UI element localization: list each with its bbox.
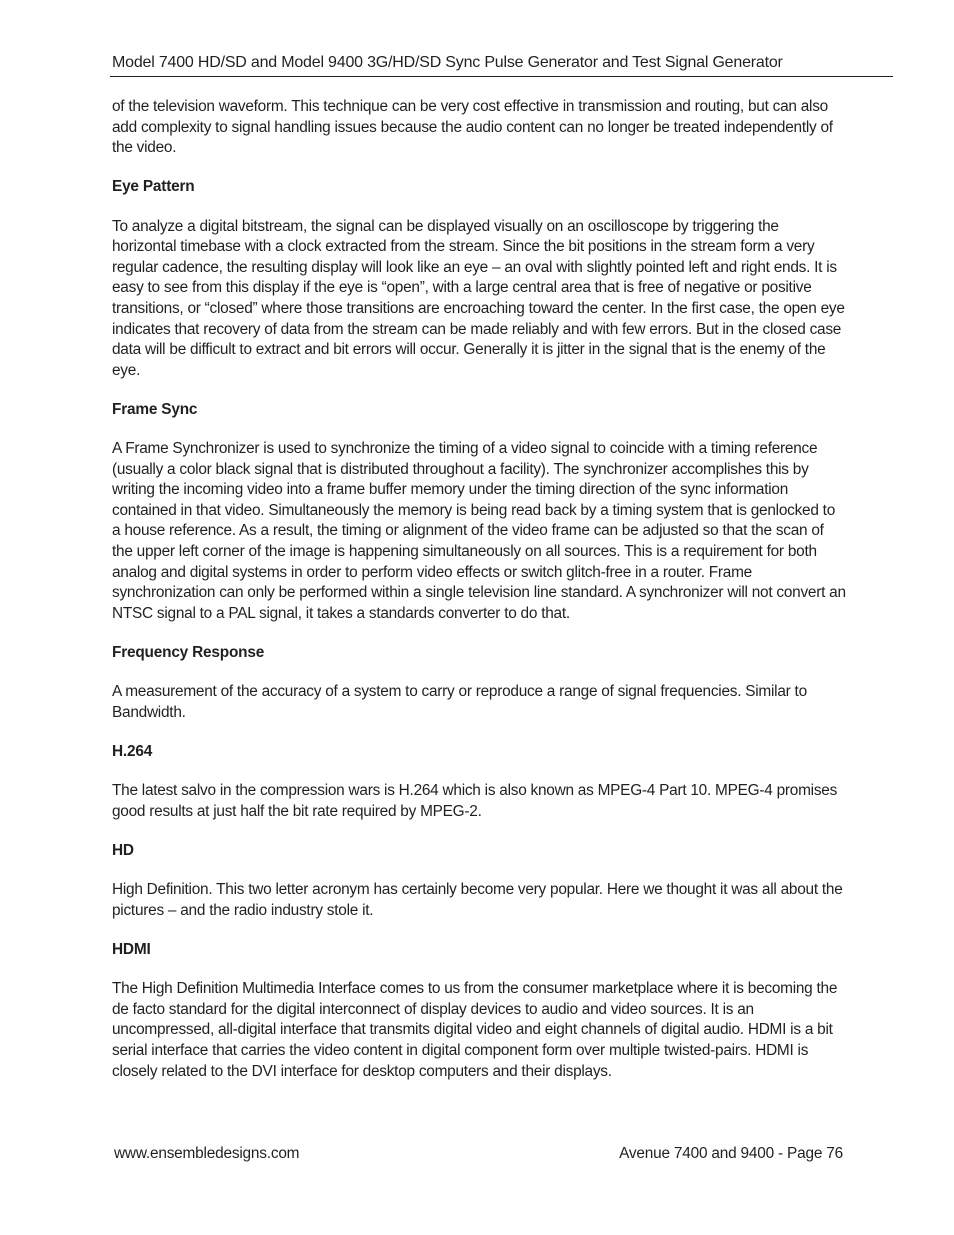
header-rule bbox=[110, 76, 893, 77]
section-body-frequency-response: A measurement of the accuracy of a system to carry or reproduce a range of signal frequencies. Similar to Bandwidth. bbox=[112, 683, 807, 721]
section-heading-frame-sync: Frame Sync bbox=[112, 400, 198, 418]
section-heading-eye-pattern: Eye Pattern bbox=[112, 178, 195, 196]
intro-paragraph: of the television waveform. This technique can be very cost effective in transmission and routing, but can also add complexity to signal handling issues because the audio content can no longer be treated independently of the video. bbox=[112, 98, 833, 157]
page-body bbox=[112, 97, 846, 1082]
section-body-frame-sync: A Frame Synchronizer is used to synchronize the timing of a video signal to coincide with a timing reference (usually a color black signal that is distributed throughout a facility). The synchronizer accomplishes this by writing the incoming video into a frame buffer memory under the timing direction of the sync information contained in that video. Simultaneously the memory is being read back by a timing system that is genlocked to a house reference. As a result, the timing or alignment of the video frame can be adjusted so that the scan of the upper left corner of the image is happening simultaneously on all sources. This is a requirement for both analog and digital systems in order to perform video effects or switch glitch-free in a router. Frame synchronization can only be performed within a single television line standard. A synchronizer will not convert an NTSC signal to a PAL signal, it takes a standards converter to do that. bbox=[112, 440, 846, 622]
section-heading-h264: H.264 bbox=[112, 743, 153, 760]
footer-page-label: Avenue 7400 and 9400 - Page 76 bbox=[619, 1145, 843, 1162]
section-body-eye-pattern: To analyze a digital bitstream, the signal can be displayed visually on an oscilloscope by triggering the horizontal timebase with a clock extracted from the stream. Since the bit positions in the stream form a very regular cadence, the resulting display will look like an eye – an oval with slightly pointed left and right ends. It is easy to see from this display if the eye is “open”, with a large central area that is free of negative or positive transitions, or “closed” where those transitions are encroaching toward the center. In the first case, the open eye indicates that recovery of data from the stream can be made reliably and with few errors. But in the closed case data will be difficult to extract and bit errors will occur. Generally it is jitter in the signal that is the enemy of the eye. bbox=[112, 217, 845, 379]
section-body-hd: High Definition. This two letter acronym has certainly become very popular. Here we thought it was all about the pictures – and the radio industry stole it. bbox=[112, 881, 843, 919]
section-body-h264: The latest salvo in the compression wars is H.264 which is also known as MPEG-4 Part 10. MPEG-4 promises good results at just half the bit rate required by MPEG-2. bbox=[112, 782, 838, 820]
section-heading-hdmi: HDMI bbox=[112, 940, 151, 958]
section-body-hdmi: The High Definition Multimedia Interface comes to us from the consumer marketplace where it is becoming the de facto standard for the digital interconnect of display devices to audio and video sources. It is an uncompressed, all-digital interface that transmits digital video and eight channels of digital audio. HDMI is a bit serial interface that carries the video content in digital component form over multiple twisted-pairs. HDMI is closely related to the DVI interface for desktop computers and their displays. bbox=[112, 980, 838, 1080]
section-heading-frequency-response: Frequency Response bbox=[112, 644, 265, 662]
running-header: Model 7400 HD/SD and Model 9400 3G/HD/SD Sync Pulse Generator and Test Signal Generator bbox=[112, 54, 783, 71]
footer-website: www.ensembledesigns.com bbox=[114, 1145, 300, 1162]
section-heading-hd: HD bbox=[112, 841, 134, 859]
